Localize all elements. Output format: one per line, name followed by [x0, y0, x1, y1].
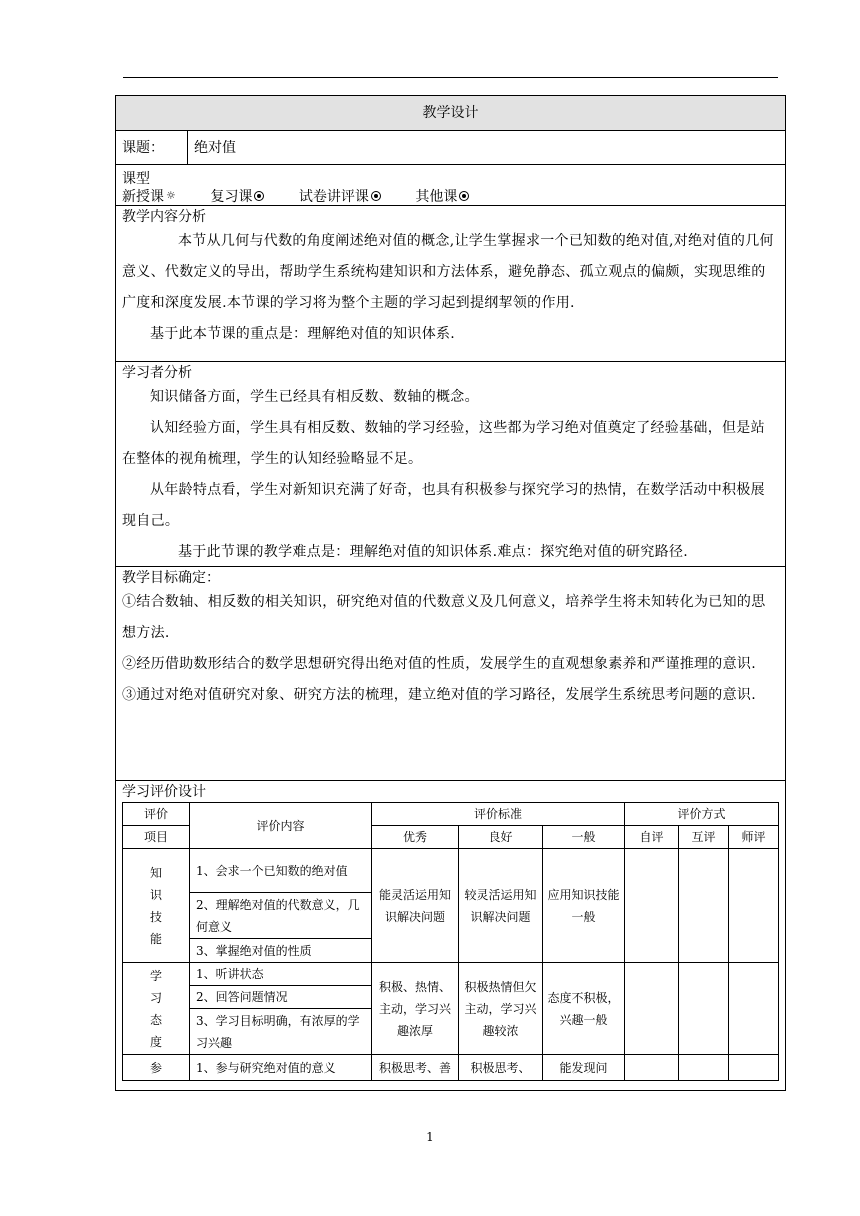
self-eval-cell[interactable] — [625, 963, 679, 1055]
selected-radio-icon — [254, 191, 264, 201]
content-analysis-paragraph: 本节从几何与代数的角度阐述绝对值的概念,让学生掌握求一个已知数的绝对值,对绝对值的几何意义、代数定义的导出，帮助学生系统构建知识和方法体系，避免静态、孤立观点的偏颇，实现思维的广度和深度发展.本节课的学习将为整个主题的学习起到提纲挈领的作用. — [122, 233, 774, 311]
topic-label: 课题： — [116, 131, 188, 165]
good-cell: 积极热情但欠主动，学习兴趣较浓 — [459, 963, 543, 1055]
lesson-type-option-exam-review[interactable] — [299, 189, 381, 205]
evaluation-table — [122, 802, 779, 1081]
topic-row — [116, 130, 785, 164]
lesson-type-options — [122, 186, 499, 206]
header-cell: 评价 — [123, 803, 190, 826]
goal-item: ③通过对绝对值研究对象、研究方法的梳理，建立绝对值的学习路径，发展学生系统思考问题的意识. — [122, 687, 756, 703]
selected-radio-icon — [371, 191, 381, 201]
evaluation-section — [116, 780, 785, 1090]
option-label: 试卷讲评课 — [298, 189, 369, 205]
table-row — [123, 1055, 779, 1081]
option-label: 新授课 — [122, 189, 164, 205]
teaching-goals-section — [116, 566, 785, 780]
selected-radio-icon — [459, 191, 469, 201]
header-rule — [123, 77, 778, 78]
peer-eval-cell[interactable] — [679, 963, 729, 1055]
header-cell: 评价内容 — [190, 803, 372, 849]
group-char: 能 — [149, 931, 162, 946]
learner-paragraph: 从年龄特点看，学生对新知识充满了好奇，也具有积极参与探究学习的热情，在数学活动中积极展现自己。 — [122, 482, 765, 529]
item-cell: 3、掌握绝对值的性质 — [190, 939, 372, 963]
group-char: 识 — [149, 887, 162, 902]
good-cell: 较灵活运用知识解决问题 — [459, 849, 543, 963]
learner-paragraph: 认知经验方面，学生具有相反数、数轴的学习经验，这些都为学习绝对值奠定了经验基础，但是站在整体的视角梳理，学生的认知经验略显不足。 — [122, 420, 765, 467]
content-analysis-focus: 基于此本节课的重点是：理解绝对值的知识体系. — [150, 326, 456, 342]
page-number: 1 — [426, 1130, 434, 1144]
excellent-cell: 积极、热情、主动，学习兴趣浓厚 — [372, 963, 459, 1055]
group-char: 习 — [149, 990, 162, 1005]
lesson-type-option-other[interactable] — [415, 189, 469, 205]
table-row — [123, 963, 779, 986]
header-cell: 项目 — [123, 826, 190, 849]
group-char: 学 — [149, 968, 162, 983]
content-analysis-section — [116, 205, 785, 361]
excellent-cell: 积极思考、善 — [372, 1055, 459, 1081]
learner-paragraph: 知识储备方面，学生已经具有相反数、数轴的概念。 — [150, 389, 479, 405]
item-cell: 2、回答问题情况 — [190, 986, 372, 1009]
peer-eval-cell[interactable] — [679, 1055, 729, 1081]
fair-cell: 能发现问 — [543, 1055, 625, 1081]
unselected-radio-icon: ☼ — [166, 189, 176, 202]
self-eval-cell[interactable] — [625, 1055, 679, 1081]
learner-difficulty: 基于此节课的教学难点是：理解绝对值的知识体系.难点：探究绝对值的研究路径. — [178, 544, 688, 560]
option-label: 复习课 — [210, 189, 253, 205]
lesson-type-row — [116, 164, 785, 205]
evaluation-heading: 学习评价设计 — [122, 784, 206, 800]
table-row — [123, 803, 779, 826]
item-cell: 1、参与研究绝对值的意义 — [190, 1055, 372, 1081]
group-name-cell — [123, 963, 190, 1055]
learner-analysis-section — [116, 361, 785, 566]
lesson-design-table — [115, 95, 786, 1091]
header-cell: 评价标准 — [372, 803, 625, 826]
goal-item: ②经历借助数形结合的数学思想研究得出绝对值的性质，发展学生的直观想象素养和严谨推理的意识. — [122, 656, 756, 672]
topic-value: 绝对值 — [194, 140, 236, 156]
header-cell: 一般 — [543, 826, 625, 849]
teacher-eval-cell[interactable] — [729, 1055, 779, 1081]
item-cell: 1、会求一个已知数的绝对值 — [190, 849, 372, 893]
group-char: 知 — [149, 865, 162, 880]
group-char: 态 — [149, 1012, 162, 1027]
lesson-type-option-new[interactable] — [122, 189, 176, 205]
teacher-eval-cell[interactable] — [729, 963, 779, 1055]
item-cell: 3、学习目标明确，有浓厚的学习兴趣 — [190, 1009, 372, 1055]
header-cell: 互评 — [679, 826, 729, 849]
learner-analysis-heading: 学习者分析 — [122, 365, 192, 381]
group-name-cell — [123, 849, 190, 963]
goal-item: ①结合数轴、相反数的相关知识，研究绝对值的代数意义及几何意义，培养学生将未知转化为已知的思想方法. — [122, 594, 766, 641]
group-name-cell: 参 — [123, 1055, 190, 1081]
lesson-type-option-review[interactable] — [210, 189, 264, 205]
item-cell: 1、听讲状态 — [190, 963, 372, 986]
header-cell: 评价方式 — [625, 803, 779, 826]
header-cell: 师评 — [729, 826, 779, 849]
self-eval-cell[interactable] — [625, 849, 679, 963]
teacher-eval-cell[interactable] — [729, 849, 779, 963]
good-cell: 积极思考、 — [459, 1055, 543, 1081]
teaching-goals-heading: 教学目标确定： — [122, 570, 220, 586]
excellent-cell: 能灵活运用知识解决问题 — [372, 849, 459, 963]
option-label: 其他课 — [415, 189, 458, 205]
group-char: 度 — [149, 1034, 162, 1049]
item-cell: 2、理解绝对值的代数意义，几何意义 — [190, 893, 372, 939]
header-cell: 自评 — [625, 826, 679, 849]
fair-cell: 应用知识技能一般 — [543, 849, 625, 963]
table-title: 教学设计 — [116, 96, 785, 130]
peer-eval-cell[interactable] — [679, 849, 729, 963]
lesson-type-label: 课型 — [122, 171, 150, 187]
header-cell: 优秀 — [372, 826, 459, 849]
table-row — [123, 849, 779, 893]
group-char: 技 — [149, 909, 162, 924]
header-cell: 良好 — [459, 826, 543, 849]
content-analysis-heading: 教学内容分析 — [122, 209, 206, 225]
fair-cell: 态度不积极，兴趣一般 — [543, 963, 625, 1055]
